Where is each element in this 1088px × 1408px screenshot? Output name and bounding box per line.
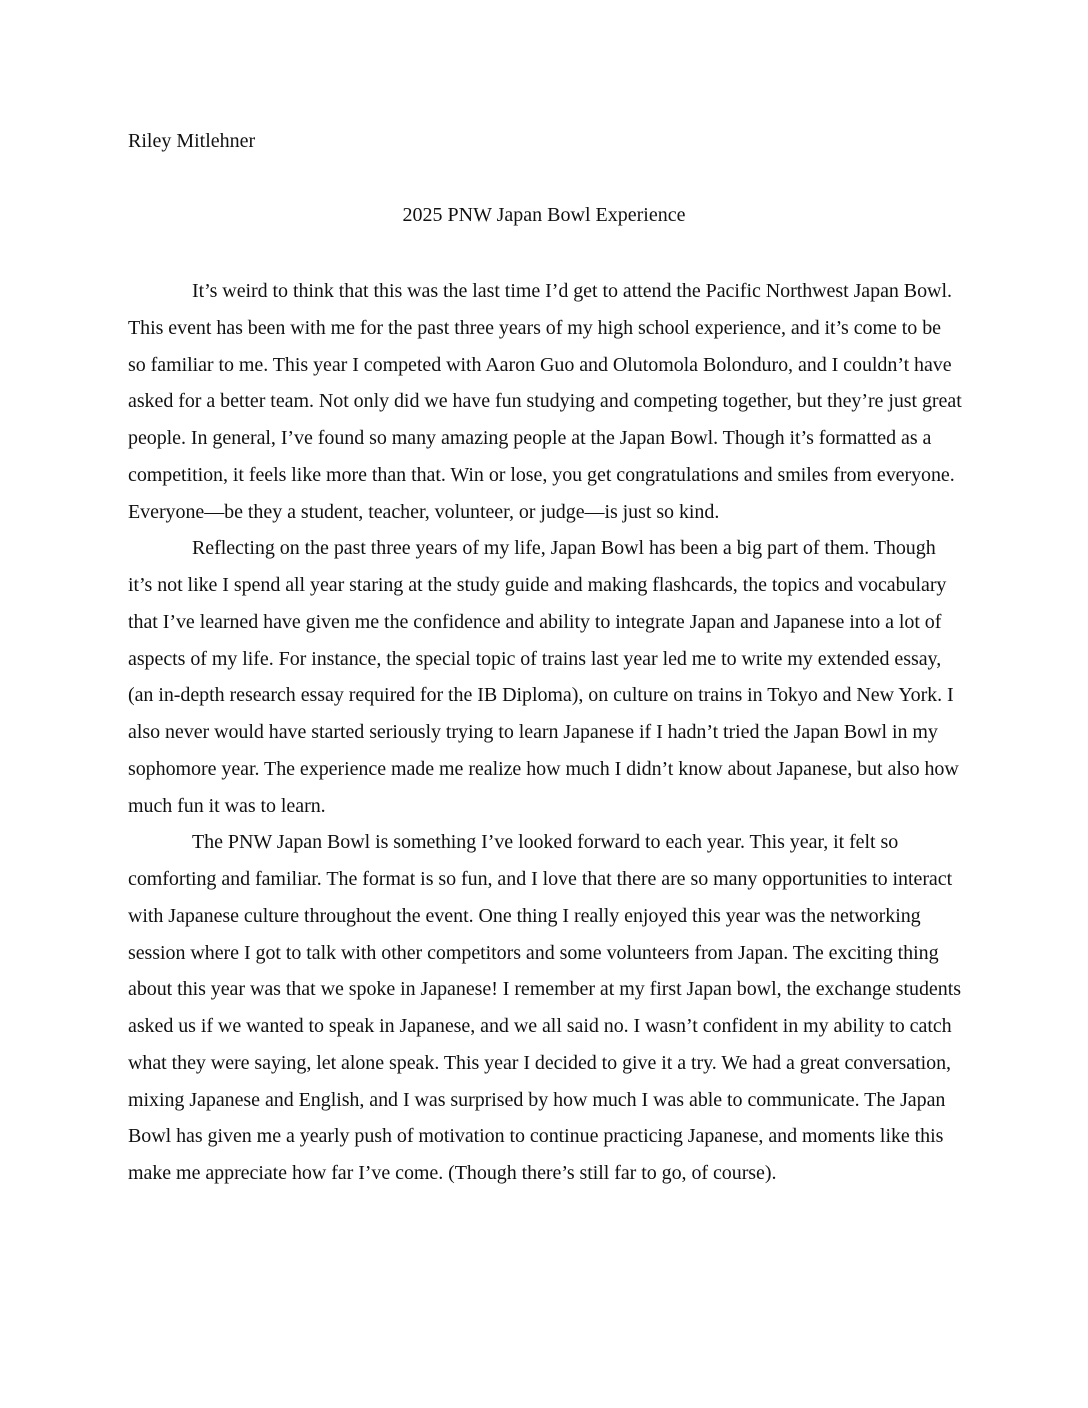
document-title: 2025 PNW Japan Bowl Experience bbox=[402, 204, 686, 226]
paragraph-1: It’s weird to think that this was the last time I’d get to attend the Pacific Northwest Japan Bowl. This event has been with me for the past three years of my high school experience, and it’s come to be so familiar to me. This year I competed with Aaron Guo and Olutomola Bolonduro, and I couldn’t have asked for a better team. Not only did we have fun studying and competing together, but they’re just great people. In general, I’ve found so many amazing people at the Japan Bowl. Though it’s formatted as a competition, it feels like more than that. Win or lose, you get congratulations and smiles from everyone. Everyone—be they a student, teacher, volunteer, or judge—is just so kind. bbox=[128, 280, 962, 523]
paragraph-2: Reflecting on the past three years of my life, Japan Bowl has been a big part of them. Though it’s not like I spend all year staring at the study guide and making flashcards, the topics and vocabulary that I’ve learned have given me the confidence and ability to integrate Japan and Japanese into a lot of aspects of my life. For instance, the special topic of trains last year led me to write my extended essay, (an in-depth research essay required for the IB Diploma), on culture on trains in Tokyo and New York. I also never would have started seriously trying to learn Japanese if I hadn’t tried the Japan Bowl in my sophomore year. The experience made me realize how much I didn’t know about Japanese, but also how much fun it was to learn. bbox=[128, 537, 959, 817]
author-name: Riley Mitlehner bbox=[128, 130, 256, 152]
paragraph-3: The PNW Japan Bowl is something I’ve looked forward to each year. This year, it felt so comforting and familiar. The format is so fun, and I love that there are so many opportunities to interact with Japanese culture throughout the event. One thing I really enjoyed this year was the networking session where I got to talk with other competitors and some volunteers from Japan. The exciting thing about this year was that we spoke in Japanese! I remember at my first Japan bowl, the exchange students asked us if we wanted to speak in Japanese, and we all said no. I wasn’t confident in my ability to catch what they were saying, let alone speak. This year I decided to give it a try. We had a great conversation, mixing Japanese and English, and I was surprised by how much I was able to communicate. The Japan Bowl has given me a yearly push of motivation to continue practicing Japanese, and moments like this make me appreciate how far I’ve come. (Though there’s still far to go, of course). bbox=[128, 831, 961, 1184]
document-body bbox=[128, 273, 962, 1192]
